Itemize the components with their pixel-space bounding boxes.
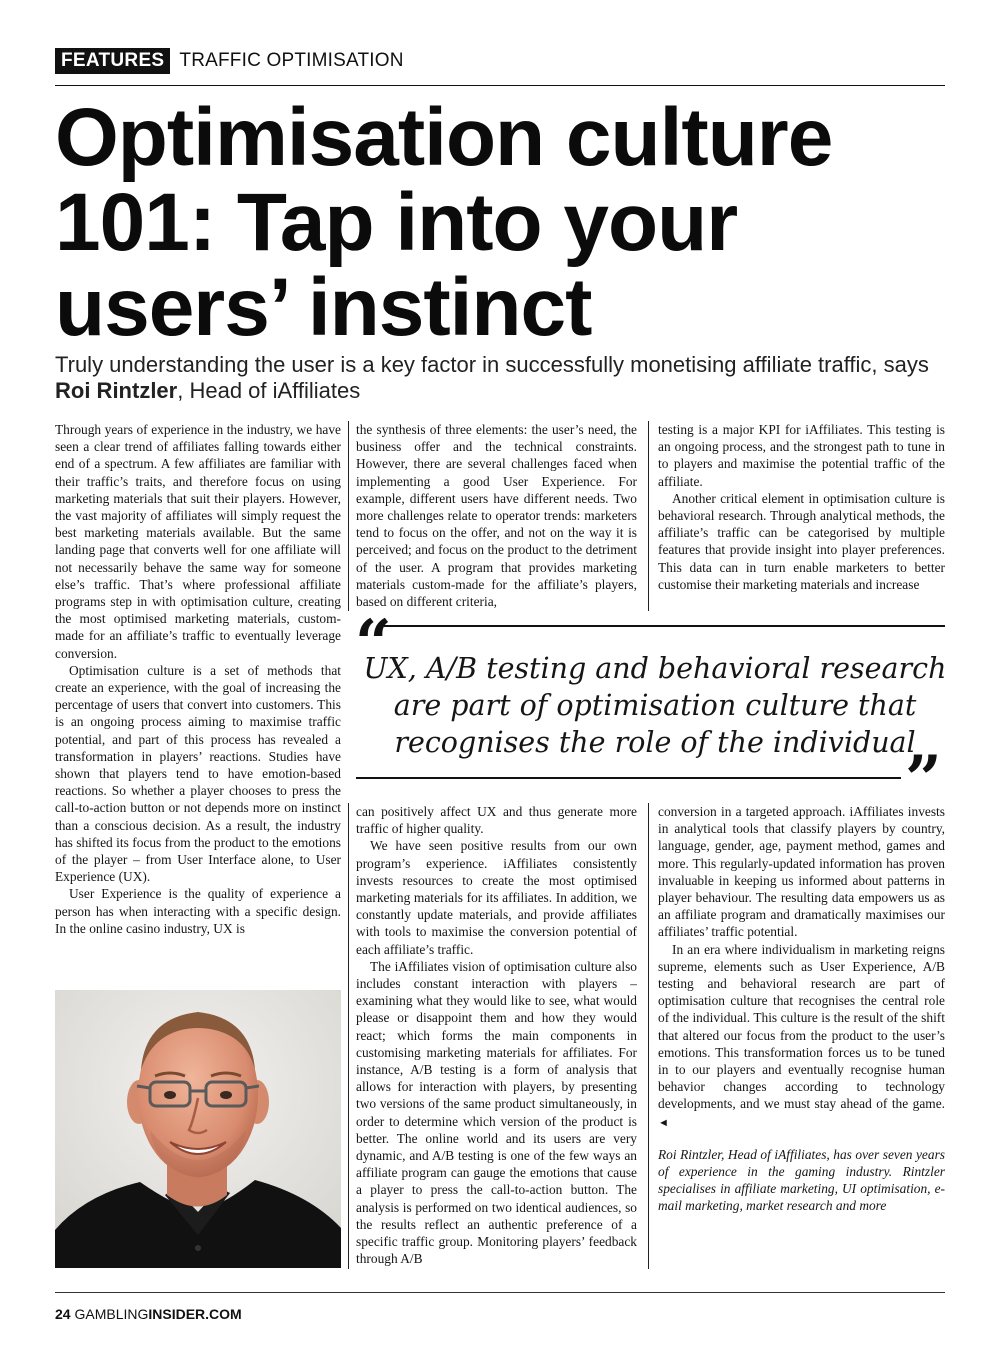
body-paragraph: Through years of experience in the industry, we have seen a clear trend of affiliates falling towards either end of a spectrum. A few affiliates are familiar with their traffic’s traits, and therefore focus on using marketing materials that suit their players. However, the vast majority of affiliates will simply request the best marketing materials available. But the same landing page that converts well for one affiliate will not necessarily behave the same way for someone else’s traffic. That’s where professional affiliate programs step in with optimisation culture, creating the most optimised marketing materials, custom-made for an affiliate’s traffic to eventually leverage conversion. <box>55 422 341 661</box>
article-standfirst <box>55 352 955 404</box>
pullquote-text: UX, A/B testing and behavioral research are part of optimisation culture that recognises the role of the individual <box>363 652 947 759</box>
author-portrait-illustration <box>55 990 341 1268</box>
pullquote-top-rule <box>378 625 945 627</box>
standfirst-lead: Truly understanding the user is a key factor in successfully monetising affiliate traffic, says <box>55 352 929 377</box>
body-column-3-bottom <box>658 803 945 1215</box>
column-divider <box>348 803 349 1269</box>
end-of-article-icon: ◄ <box>658 1116 669 1129</box>
body-paragraph: We have seen positive results from our own program’s experience. iAffiliates consistently invests resources to create the most optimised marketing materials for its affiliates. In addition, we constantly update materials, and provide affiliates with tools to maximise the conversion potential of each affiliate’s traffic. <box>356 838 637 957</box>
section-badge: FEATURES <box>55 48 170 74</box>
pullquote-close-mark: ” <box>905 742 942 817</box>
pullquote-bottom-rule <box>356 777 901 779</box>
standfirst-author: Roi Rintzler <box>55 378 178 403</box>
column-divider <box>648 803 649 1269</box>
body-paragraph: The iAffiliates vision of optimisation culture also includes constant interaction with players – examining what they would like to see, what would please or disappoint them and how they would react; which forms the main components in customising marketing materials for affiliates. For instance, A/B testing is a form of analysis that allows for interaction with players, by presenting two versions of the same product simultaneously, in order to determine which version of the product is better. The online world and its users are very dynamic, and A/B testing is one of the few ways an affiliate program can gauge the emotions that cause a player to press the call-to-action button. The analysis is performed on two identical audiences, so the results reflect an authentic preference of a specific traffic group. Monitoring players’ feedback through A/B <box>356 958 637 1267</box>
pullquote-open-mark: “ <box>355 606 392 681</box>
closing-paragraph-text: In an era where individualism in marketing reigns supreme, elements such as User Experience, A/B testing and behavioral research are part of optimisation culture that recognises the central role of the individual. This culture is the result of the shift that altered our focus from the product to the user’s emotions. This transformation forces us to be tuned in to our players and eventually recognise human behavior changes according to technology developments, and we must stay ahead of the game. <box>658 941 945 1112</box>
page-footer <box>55 1306 242 1322</box>
author-bio: Roi Rintzler, Head of iAffiliates, has over seven years of experience in the gaming industry. Rintzler specialises in affiliate marketing, UI optimisation, e-mail marketing, market research and more <box>658 1146 945 1214</box>
standfirst-tail: , Head of iAffiliates <box>177 378 361 403</box>
body-paragraph: can positively affect UX and thus generate more traffic of higher quality. <box>356 804 637 837</box>
body-paragraph <box>658 941 945 1132</box>
body-column-3-top <box>658 421 945 593</box>
body-paragraph: Another critical element in optimisation culture is behavioral research. Through analytical methods, the affiliate’s traffic can be categorised by multiple features that provide insight into player preferences. This data can in turn enable marketers to better customise their marketing materials and increase <box>658 490 945 592</box>
bottom-divider <box>55 1292 945 1293</box>
body-paragraph: User Experience is the quality of experience a person has when interacting with a specific design. In the online casino industry, UX is <box>55 886 341 936</box>
body-paragraph: Optimisation culture is a set of methods that create an experience, with the goal of increasing the percentage of users that convert into customers. This is an ongoing process aiming to maximise traffic potential, and part of this process has revealed a transformation in players’ reactions. Studies have shown that players tend to have emotion-based reactions. So whether a player chooses to press the call-to-action button or not depends more on instinct than a conscious decision. As a result, the industry has shifted its focus from the product to the emotions of the player – from User Interface alone, to User Experience (UX). <box>55 662 341 885</box>
top-divider <box>55 85 945 86</box>
body-column-2-top <box>356 421 637 610</box>
subsection-label: TRAFFIC OPTIMISATION <box>179 50 404 71</box>
site-name-plain: GAMBLING <box>74 1306 149 1322</box>
column-divider <box>648 421 649 611</box>
body-column-1 <box>55 421 341 937</box>
page-number: 24 <box>55 1306 71 1322</box>
body-paragraph: the synthesis of three elements: the user’s need, the business offer and the technical constraints. However, there are several challenges faced when implementing a good User Experience. For example, different users have different needs. Two more challenges relate to operator trends: marketers tend to focus on the offer, and not on the way it is perceived; and focus on the product to the detriment of the user. A program that provides marketing materials custom-made for the affiliate’s players, based on different criteria, <box>356 422 637 610</box>
column-divider <box>348 421 349 611</box>
section-header <box>55 48 404 74</box>
site-name-bold: INSIDER.COM <box>148 1306 242 1322</box>
body-paragraph: testing is a major KPI for iAffiliates. This testing is an ongoing process, and the strongest path to tune in to players and maximise the potential traffic of the affiliate. <box>658 422 945 489</box>
author-photo <box>55 990 341 1268</box>
body-column-2-bottom <box>356 803 637 1267</box>
article-headline: Optimisation culture 101: Tap into your users’ instinct <box>55 92 833 353</box>
body-paragraph: conversion in a targeted approach. iAffiliates invests in analytical tools that classify players by country, language, gender, age, payment method, games and more. This regularly-updated information has proven invaluable in keeping us informed about patterns in player behaviour. The resulting data empowers us as an affiliate program and dramatically maximises our affiliates’ traffic potential. <box>658 804 945 940</box>
publication-site <box>74 1306 241 1322</box>
